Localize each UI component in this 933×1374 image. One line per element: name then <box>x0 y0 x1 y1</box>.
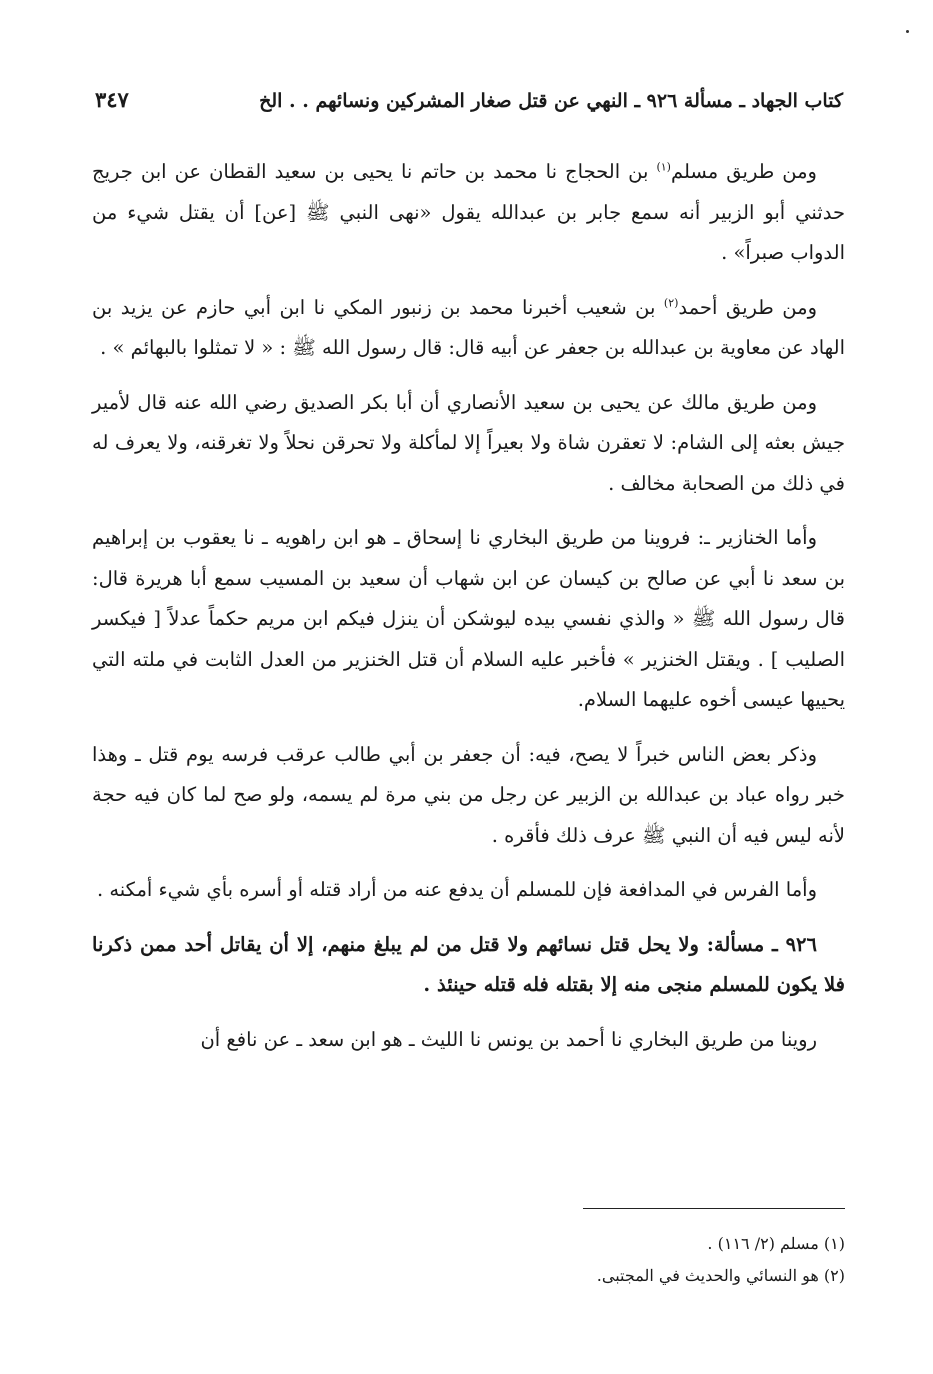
paragraph-6: وأما الفرس في المدافعة فإن للمسلم أن يدفع عنه من أراد قتله أو أسره بأي شيء أمكنه . <box>96 878 817 901</box>
scan-speck <box>906 30 909 33</box>
running-title: كتاب الجهاد ـ مسألة ٩٢٦ ـ النهي عن قتل صغار المشركين ونسائهم . . الخ <box>259 90 843 112</box>
main-text <box>92 152 845 1074</box>
paragraph-4: وأما الخنازير ـ: فروينا من طريق البخاري نا إسحاق ـ هو ابن راهويه ـ نا يعقوب بن إبراهيم بن سعد نا أبي عن صالح بن كيسان عن ابن شهاب أن سعيد بن المسيب سمع أبا هريرة قال: قال رسول الله ﷺ « والذي نفسي بيده ليوشكن أن ينزل فيكم ابن مريم حكماً عدلاً [ فيكسر الصليب ] . ويقتل الخنزير » فأخبر عليه السلام أن قتل الخنزير من العدل الثابت في ملته التي يحييها عيسى أخوه عليهما السلام. <box>92 526 845 711</box>
page-number: ٣٤٧ <box>95 87 129 112</box>
footnote-ref-2[interactable]: (٢) <box>663 296 679 309</box>
paragraph-5: وذكر بعض الناس خبراً لا يصح، فيه: أن جعفر بن أبي طالب عرقب فرسه يوم قتل ـ وهذا خبر رواه عباد بن عبدالله بن الزبير عن رجل من بني مرة لم يسمه، ولو صح لما كان فيه حجة لأنه ليس فيه أن النبي ﷺ عرف ذلك فأقره . <box>92 742 845 847</box>
paragraph-2: ومن طريق أحمد$^{(٢)}$ بن شعيب أخبرنا محمد بن زنبور المكي نا ابن أبي حازم عن يزيد بن الهاد عن معاوية بن عبدالله بن جعفر عن أبيه قال: قال رسول الله ﷺ : « لا تمثلوا بالبهائم » . <box>92 295 845 359</box>
paragraph-8: روينا من طريق البخاري نا أحمد بن يونس نا الليث ـ هو ابن سعد ـ عن نافع أن <box>200 1027 817 1051</box>
paragraph-7: ٩٢٦ ـ مسألة: ولا يحل قتل نسائهم ولا قتل من لم يبلغ منهم، إلا أن يقاتل أحد ممن ذكرنا فلا يكون للمسلم منجى منه إلا بقتله فله قتله حينئذ . <box>92 932 845 996</box>
paragraph-3: ومن طريق مالك عن يحيى بن سعيد الأنصاري أن أبا بكر الصديق رضي الله عنه قال لأمير جيش بعثه إلى الشام: لا تعقرن شاة ولا بعيراً إلا لمأكلة ولا تحرقن نحلاً ولا تغرقنه، ولا يعرف له في ذلك من الصحابة مخالف . <box>92 390 845 495</box>
footnote-divider <box>583 1208 845 1209</box>
footnote-2: (٢) هو النسائي والحديث في المجتبى. <box>596 1266 845 1285</box>
page-header <box>95 78 843 112</box>
footnote-1: (١) مسلم (٢/ ١١٦) . <box>707 1234 845 1253</box>
paragraph-1: ومن طريق مسلم$^{(١)}$ بن الحجاج نا محمد بن حاتم نا يحيى بن سعيد القطان عن ابن جريج حدثني أبو الزبير أنه سمع جابر بن عبدالله يقول «نهى النبي ﷺ [عن] أن يقتل شيء من الدواب صبراً» . <box>92 160 845 264</box>
footnotes <box>92 1228 845 1292</box>
footnote-ref-1[interactable]: (١) <box>656 160 671 174</box>
